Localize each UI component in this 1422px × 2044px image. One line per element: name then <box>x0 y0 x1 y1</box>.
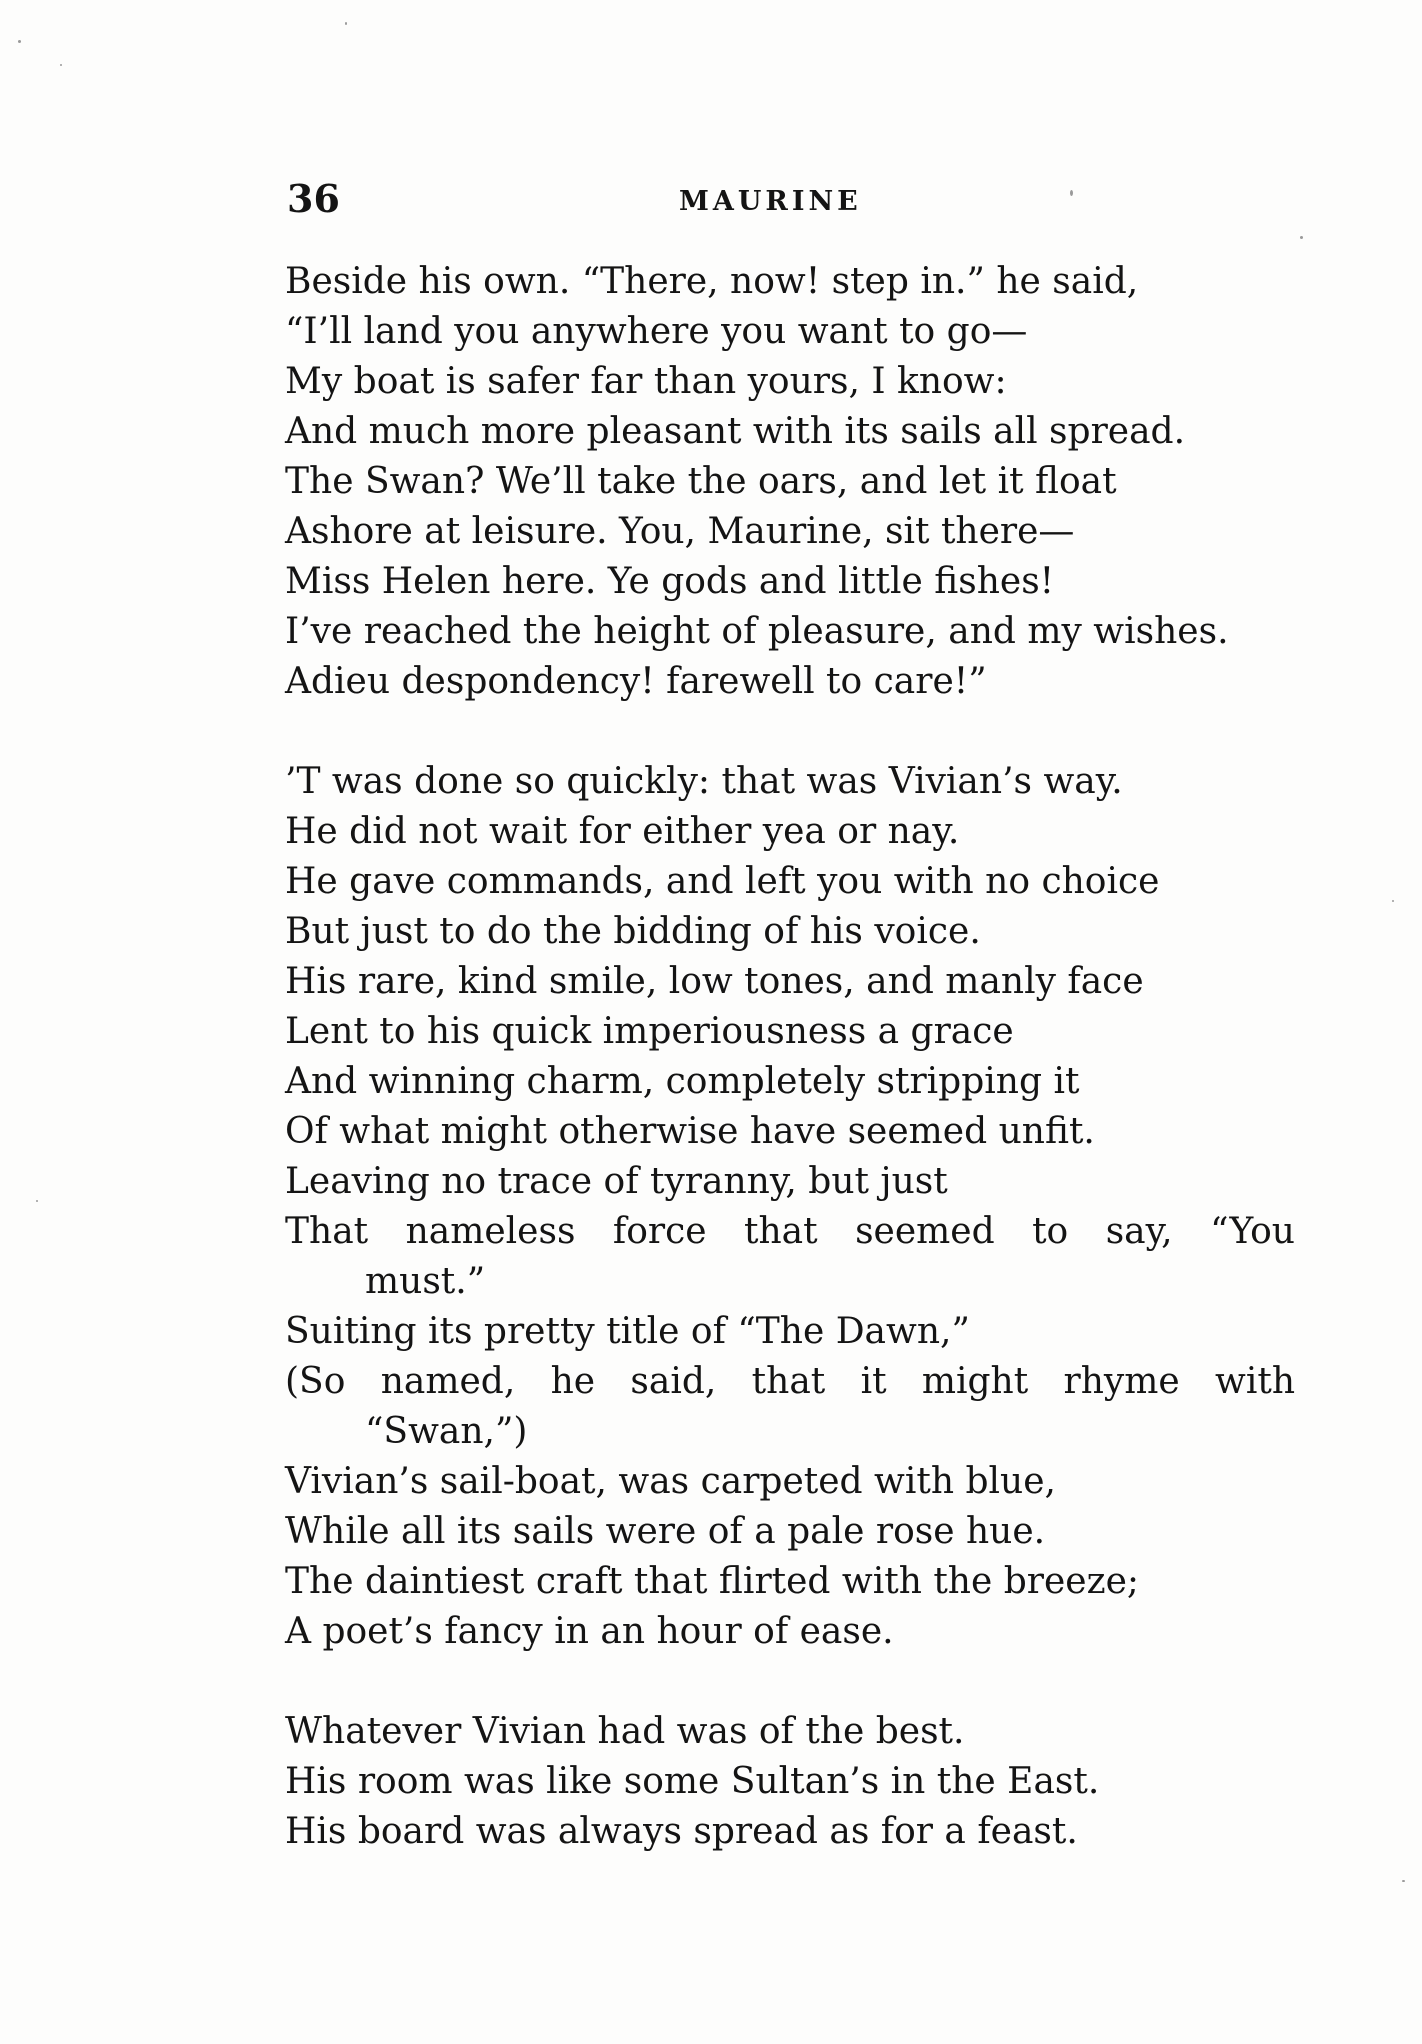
poem-line: Miss Helen here. Ye gods and little fishes! <box>285 561 1055 602</box>
poem-line: Adieu despondency! farewell to care!” <box>285 661 987 702</box>
running-title: MAURINE <box>679 186 862 217</box>
scan-speck <box>36 1200 38 1202</box>
page-number: 36 <box>287 176 340 221</box>
poem-line: I’ve reached the height of pleasure, and my wishes. <box>285 611 1229 652</box>
poem-line: Suiting its pretty title of “The Dawn,” <box>285 1311 970 1352</box>
poem-line: The daintiest craft that flirted with the breeze; <box>285 1561 1139 1602</box>
poem-line: Of what might otherwise have seemed unfit. <box>285 1111 1095 1152</box>
poem-line: Ashore at leisure. You, Maurine, sit there— <box>285 511 1075 552</box>
poem-line: ’T was done so quickly: that was Vivian’s way. <box>285 761 1123 802</box>
poem-line: His board was always spread as for a feast. <box>285 1811 1078 1852</box>
scan-speck <box>1070 190 1073 196</box>
poem-line: He gave commands, and left you with no choice <box>285 861 1160 902</box>
poem-line: But just to do the bidding of his voice. <box>285 911 981 952</box>
poem-line: Leaving no trace of tyranny, but just <box>285 1161 948 1202</box>
poem-line: His room was like some Sultan’s in the East. <box>285 1761 1100 1802</box>
poem-line-continuation: “Swan,”) <box>365 1411 528 1452</box>
poem-line-continuation: must.” <box>365 1261 486 1302</box>
poem-line: Lent to his quick imperiousness a grace <box>285 1011 1014 1052</box>
poem-line: While all its sails were of a pale rose hue. <box>285 1511 1046 1552</box>
poem-line: My boat is safer far than yours, I know: <box>285 361 1007 402</box>
scan-speck <box>1392 900 1394 902</box>
poem-line: A poet’s fancy in an hour of ease. <box>285 1611 894 1652</box>
poem-line: And much more pleasant with its sails all spread. <box>285 411 1186 452</box>
scan-speck <box>60 64 62 66</box>
scan-speck <box>1402 1880 1405 1882</box>
poem-line: He did not wait for either yea or nay. <box>285 811 960 852</box>
stanza-3 <box>285 1707 1295 1857</box>
page-header <box>287 176 1277 226</box>
poem-line: Vivian’s sail-boat, was carpeted with blue, <box>285 1461 1056 1502</box>
poem-line: His rare, kind smile, low tones, and manly face <box>285 961 1144 1002</box>
stanza-1 <box>285 257 1295 707</box>
scan-speck <box>1300 236 1303 239</box>
poem-line: Whatever Vivian had was of the best. <box>285 1711 965 1752</box>
poem-line: The Swan? We’ll take the oars, and let it float <box>285 461 1117 502</box>
scan-speck <box>18 40 21 43</box>
poem-text <box>285 257 1295 1857</box>
poem-line: And winning charm, completely stripping it <box>285 1061 1080 1102</box>
scan-speck <box>345 22 347 25</box>
poem-line: That nameless force that seemed to say, “You <box>285 1211 1295 1252</box>
poem-line: “I’ll land you anywhere you want to go— <box>285 311 1028 352</box>
poem-line: Beside his own. “There, now! step in.” he said, <box>285 261 1139 302</box>
stanza-2 <box>285 757 1295 1657</box>
poem-line: (So named, he said, that it might rhyme with <box>285 1361 1295 1402</box>
